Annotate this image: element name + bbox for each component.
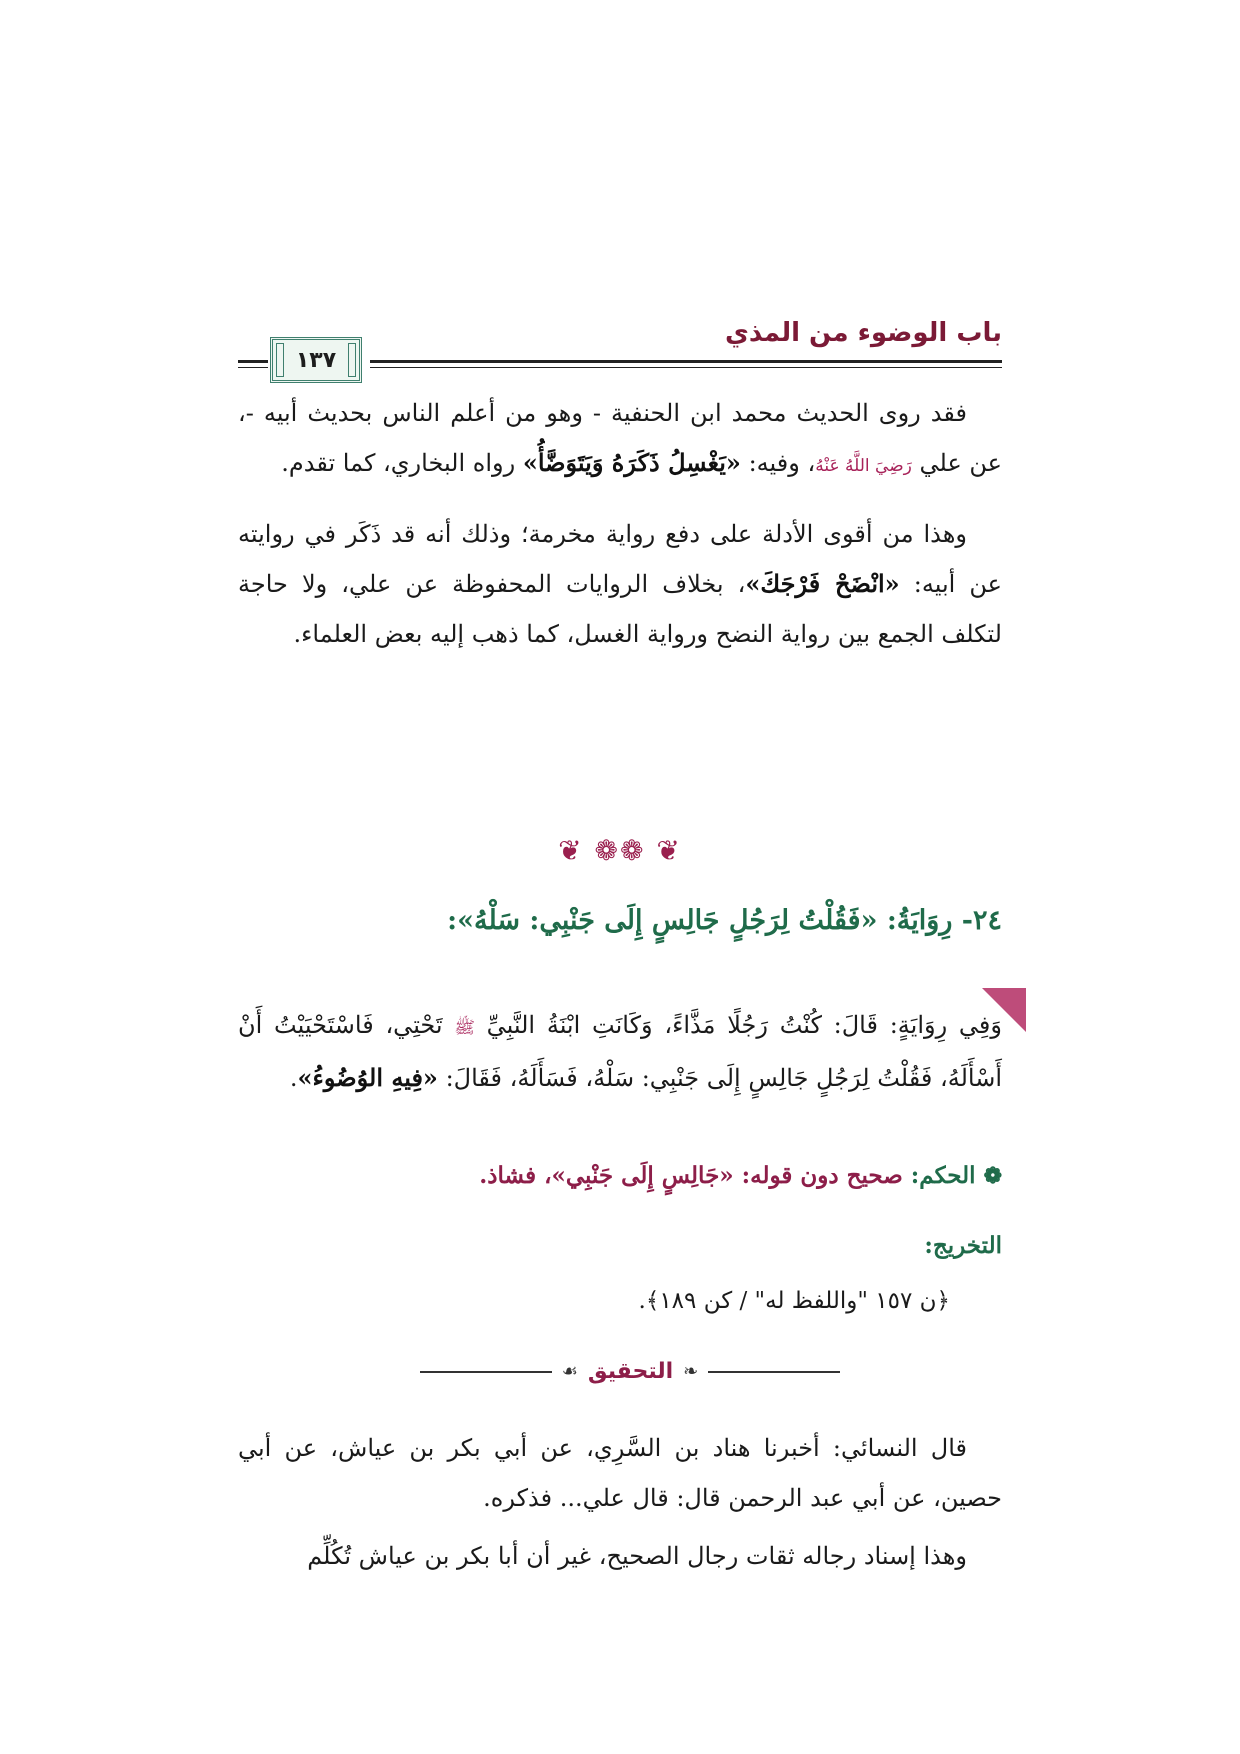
hadith-heading: ٢٤- رِوَايَةُ: «فَقُلْتُ لِرَجُلٍ جَالِسٍ إِلَى جَنْبِي: سَلْهُ»: bbox=[447, 905, 1002, 936]
divider-line bbox=[708, 1371, 840, 1373]
flourish-icon: ❧ bbox=[683, 1361, 699, 1382]
header-rule-thin bbox=[370, 367, 1002, 368]
ruling-label: الحكم: bbox=[902, 1162, 976, 1189]
intro-p1-text-a: فقد روى الحديث محمد ابن الحنفية - وهو من أعلم الناس بحديث أبيه -، عن علي bbox=[238, 399, 1002, 477]
intro-paragraph-1 bbox=[238, 388, 1002, 491]
intro-paragraph-2 bbox=[238, 509, 1002, 659]
tahqiq-divider bbox=[420, 1359, 840, 1384]
hadith-text-a: وَفِي رِوَايَةٍ: قَالَ: كُنْتُ رَجُلًا مَذَّاءً، وَكَانَتِ ابْنَةُ النَّبِيِّ bbox=[486, 1011, 1002, 1039]
hadith-quote: «فِيهِ الوُضُوءُ» bbox=[297, 1063, 438, 1092]
takhrij-heading: التخريج: bbox=[924, 1232, 1002, 1259]
hadith-quote: «انْضَحْ فَرْجَكَ» bbox=[745, 569, 900, 598]
page-number: ١٣٧ bbox=[295, 347, 337, 373]
intro-p2-text-a: وهذا من أقوى الأدلة على دفع رواية مخرمة؛ وذلك أنه قد ذَكَر في روايته عن أبيه: bbox=[238, 520, 1002, 598]
divider-line bbox=[420, 1371, 552, 1373]
tahqiq-paragraph-2: وهذا إسناد رجاله ثقات رجال الصحيح، غير أن أبا بكر بن عياش تُكُلِّم bbox=[307, 1542, 967, 1570]
running-header-title: باب الوضوء من المذي bbox=[725, 318, 1002, 348]
honorific-glyph: رَضِيَ اللَّهُ عَنْهُ bbox=[815, 456, 912, 476]
page-number-frame bbox=[270, 337, 362, 383]
header-rule-left-thin bbox=[238, 367, 268, 368]
intro-text bbox=[238, 388, 1002, 659]
header-rule-thick bbox=[370, 360, 1002, 363]
intro-p2-text-b: ، بخلاف الروايات المحفوظة عن علي، ولا حاجة لتكلف الجمع بين رواية النضح ورواية الغسل، كما ذهب إليه بعض العلماء. bbox=[238, 570, 1002, 648]
ruling-text: صحيح دون قوله: «جَالِسٍ إِلَى جَنْبِي»، فشاذ. bbox=[479, 1162, 903, 1189]
flower-icon: ❁ bbox=[983, 1163, 1002, 1189]
flourish-icon: ☙ bbox=[561, 1361, 578, 1382]
hadith-quote: «يَغْسِلُ ذَكَرَهُ وَيَتَوَضَّأُ» bbox=[522, 448, 741, 477]
tahqiq-text bbox=[238, 1423, 1002, 1589]
tahqiq-heading: التحقيق bbox=[587, 1359, 674, 1384]
hadith-text bbox=[238, 1000, 1002, 1103]
takhrij-reference: ﴿ن ١٥٧ "واللفظ له" / كن ١٨٩﴾. bbox=[638, 1288, 950, 1314]
tahqiq-paragraph-1: قال النسائي: أخبرنا هناد بن السَّرِي، عن أبي بكر بن عياش، عن أبي حصين، عن أبي عبد الرحمن قال: قال علي... فذكره. bbox=[238, 1434, 1002, 1512]
header-rule-left-thick bbox=[238, 360, 268, 363]
intro-p1-text-b: ، وفيه: bbox=[740, 449, 816, 477]
section-divider-ornament: ❦ ❁❁ ❦ bbox=[558, 834, 682, 867]
hadith-text-c: . bbox=[289, 1064, 298, 1092]
intro-p1-text-c: رواه البخاري، كما تقدم. bbox=[281, 449, 523, 477]
ruling-line bbox=[479, 1162, 1002, 1189]
hadith-text-b: تَحْتِي، فَاسْتَحْيَيْتُ أَنْ أَسْأَلَهُ، فَقُلْتُ لِرَجُلٍ جَالِسٍ إِلَى جَنْبِي: سَلْهُ، فَسَأَلَهُ، فَقَالَ: bbox=[238, 1011, 1002, 1092]
prophet-honorific-glyph: ﷺ bbox=[454, 1018, 475, 1038]
